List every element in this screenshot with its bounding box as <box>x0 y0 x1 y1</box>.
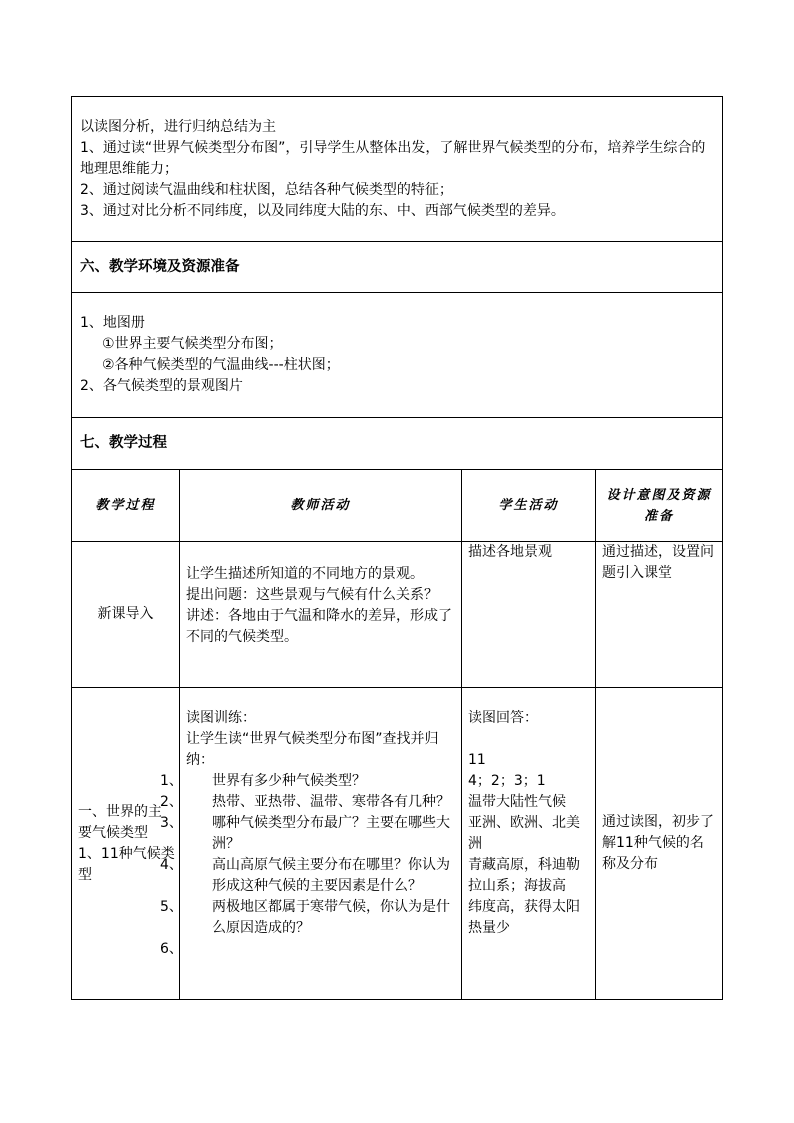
header-design: 设计意图及资源准备 <box>596 470 723 542</box>
student-line: 亚洲、欧洲、北美洲 <box>468 815 580 852</box>
process-header-row <box>72 470 723 542</box>
header-teacher: 教师活动 <box>180 470 462 542</box>
lesson-plan-table <box>71 96 723 1000</box>
process-row-climate <box>72 688 723 1000</box>
method-block <box>72 97 722 222</box>
question-item: 1、 世界有多少种气候类型？ <box>160 773 366 789</box>
stage-cell-climate: 一、世界的主要气候类型 1、11种气候类型 <box>72 688 180 1000</box>
question-item: 6、 <box>160 941 183 957</box>
question-item: 5、 两极地区都属于寒带气候，你认为是什么原因造成的？ <box>160 899 450 936</box>
teacher-line: 读图训练： <box>186 710 256 726</box>
student-line: 读图回答： <box>468 710 538 726</box>
student-line: 11 <box>468 752 486 768</box>
header-student: 学生活动 <box>462 470 596 542</box>
design-cell-intro: 通过描述，设置问题引入课堂 <box>596 542 723 688</box>
goal-item-3: 3、通过对比分析不同纬度，以及同纬度大陆的东、中、西部气候类型的差异。 <box>80 203 565 219</box>
section6-title: 六、教学环境及资源准备 <box>72 242 723 293</box>
goal-item-2: 2、通过阅读气温曲线和柱状图，总结各种气候类型的特征； <box>80 182 453 198</box>
document-page <box>71 96 722 1000</box>
section7-title: 七、教学过程 <box>72 418 723 470</box>
method-row <box>72 97 723 242</box>
student-line <box>468 729 589 750</box>
teacher-line: 让学生读“世界气候类型分布图”查找并归纳： <box>186 731 439 768</box>
resource-line-2: 2、各气候类型的景观图片 <box>80 378 243 394</box>
student-cell-climate <box>462 688 596 1000</box>
student-line: 4；2；3；1 <box>468 773 546 789</box>
student-line: 纬度高，获得太阳热量少 <box>468 899 580 936</box>
teaching-method: 以读图分析，进行归纳总结为主 <box>80 119 276 135</box>
section7-title-row <box>72 418 723 470</box>
teacher-cell-climate <box>160 688 462 1000</box>
teacher-line: 讲述：各地由于气温和降水的差异，形成了不同的气候类型。 <box>186 608 452 645</box>
student-cell-intro: 描述各地景观 <box>462 542 596 688</box>
resource-sub-2: ②各种气候类型的气温曲线---柱状图； <box>102 357 340 373</box>
section6-title-row <box>72 242 723 293</box>
resource-line-1: 1、地图册 <box>80 315 145 331</box>
question-item: 4、 高山高原气候主要分布在哪里？你认为形成这种气候的主要因素是什么？ <box>160 857 450 894</box>
resources-block <box>72 293 722 397</box>
process-row-intro <box>72 542 723 688</box>
stage-cell-intro: 新课导入 <box>72 542 180 688</box>
question-item: 2、 热带、亚热带、温带、寒带各有几种？ <box>160 794 450 810</box>
teacher-line: 让学生描述所知道的不同地方的景观。 <box>186 566 424 582</box>
question-item: 3、 哪种气候类型分布最广？主要在哪些大洲？ <box>160 815 450 852</box>
goal-item-1: 1、通过读“世界气候类型分布图”，引导学生从整体出发，了解世界气候类型的分布，培养学生综合的地理思维能力； <box>80 140 706 177</box>
student-line: 青藏高原，科迪勒拉山系；海拔高 <box>468 857 580 894</box>
teacher-cell-intro <box>180 542 462 688</box>
section6-content-row <box>72 293 723 418</box>
header-stage: 教学过程 <box>72 470 180 542</box>
teacher-line: 提出问题：这些景观与气候有什么关系？ <box>186 587 438 603</box>
resource-sub-1: ①世界主要气候类型分布图； <box>102 336 283 352</box>
student-line: 温带大陆性气候 <box>468 794 566 810</box>
design-cell-climate: 通过读图，初步了解11种气候的名称及分布 <box>596 688 723 1000</box>
